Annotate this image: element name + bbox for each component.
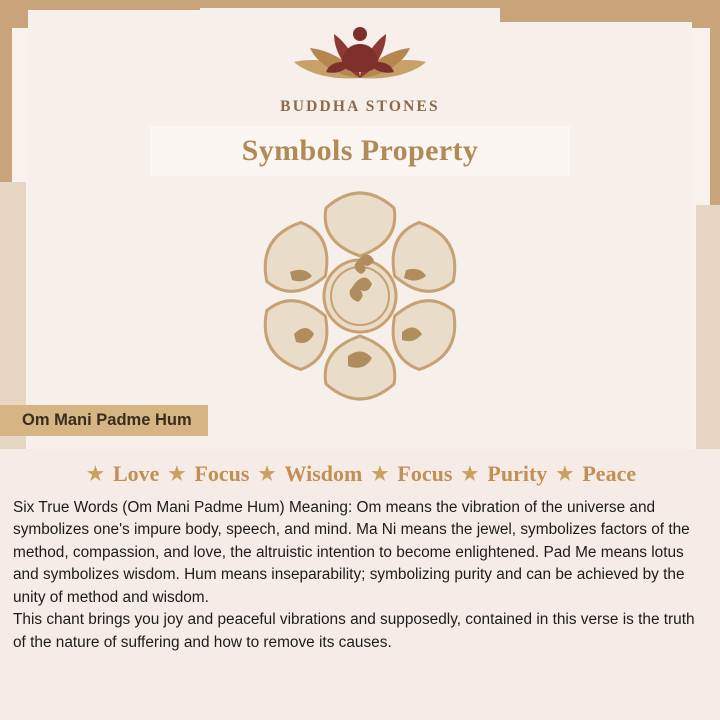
star-icon: ★ [461, 463, 479, 485]
star-icon: ★ [371, 463, 389, 485]
keyword-focus-1: Focus [194, 461, 250, 486]
keyword-focus-2: Focus [397, 461, 453, 486]
page-title-text: Symbols Property [241, 134, 479, 167]
lotus-meditation-icon [280, 18, 440, 96]
keyword-love: Love [112, 461, 160, 486]
star-icon: ★ [258, 463, 276, 485]
description-paragraph-2: This chant brings you joy and peaceful vibrations and supposedly, contained in this verse is the truth of the nature of suffering and how to remove its causes. [13, 611, 695, 651]
symbol-name-tag [0, 405, 208, 436]
brand-name: BUDDHA STONES [280, 98, 440, 115]
description-paragraph-1: Six True Words (Om Mani Padme Hum) Meaning: Om means the vibration of the universe and symbolizes one's impure body, speech, and mind. Ma Ni means the jewel, symbolizes factors of the method, compassion, and love, the altruistic intention to become enlightened. Pad Me means lotus and symbolizes wisdom. Hum means inseparability; symbolizing purity and can be achieved by the unity of method and wisdom. [13, 499, 690, 606]
star-icon: ★ [168, 463, 186, 485]
om-mani-padme-hum-mandala-icon [230, 186, 490, 406]
keyword-peace: Peace [582, 461, 637, 486]
frame-notch-left [0, 0, 200, 10]
description-text [0, 487, 720, 654]
page-title [150, 126, 570, 176]
symbol-name-tag-label: Om Mani Padme Hum [22, 411, 192, 429]
star-icon: ★ [556, 463, 574, 485]
keyword-wisdom: Wisdom [284, 461, 363, 486]
keyword-purity: Purity [487, 461, 548, 486]
description-section [0, 449, 720, 720]
brand-logo [0, 18, 720, 116]
keyword-list [0, 449, 720, 487]
star-icon: ★ [86, 463, 104, 485]
symbol-illustration [0, 186, 720, 406]
